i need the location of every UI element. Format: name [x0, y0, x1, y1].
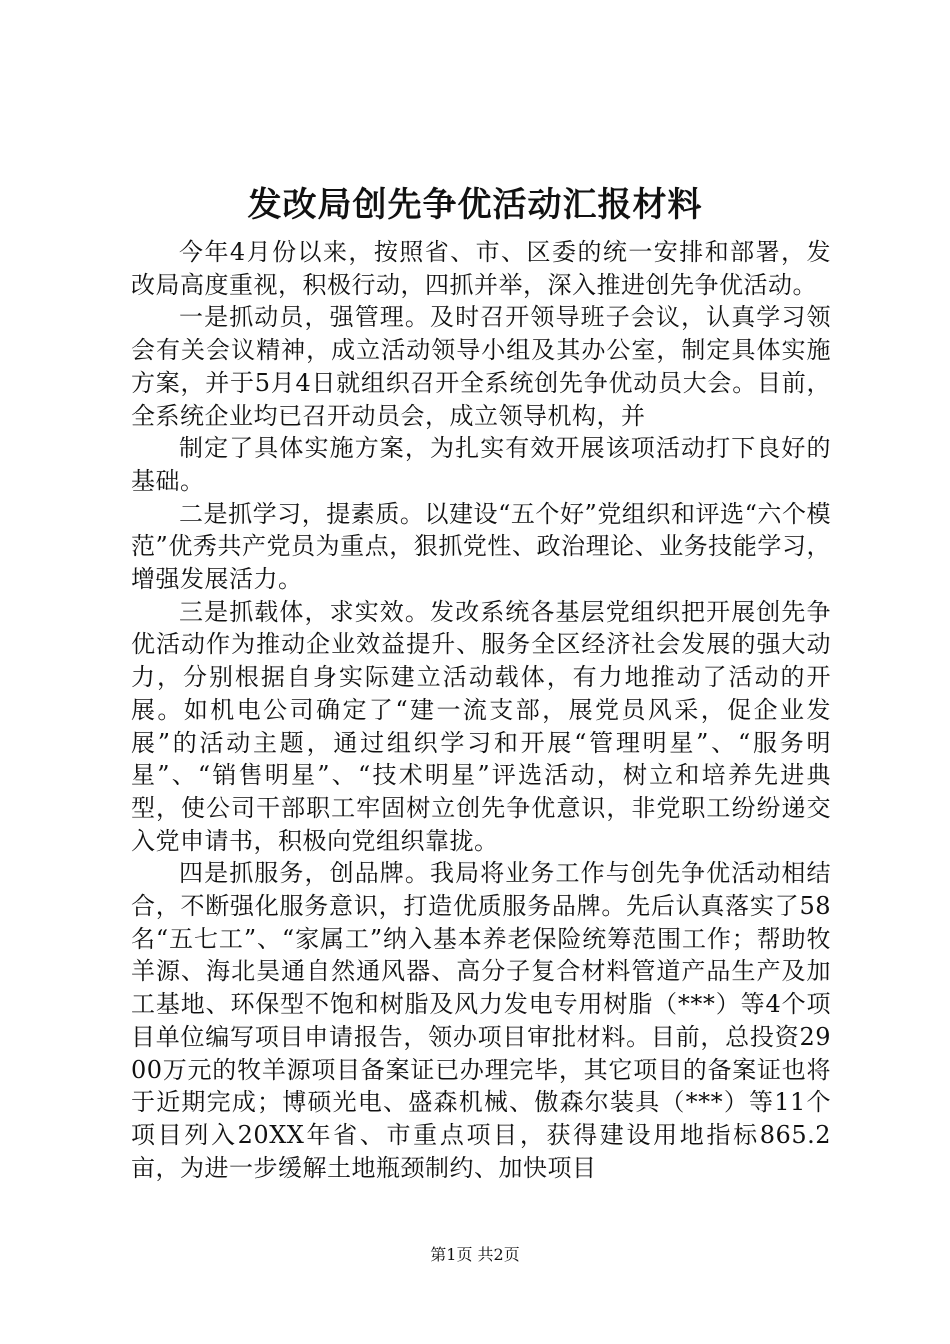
document-body [131, 236, 831, 1184]
paragraph-study: 二是抓学习，提素质。以建设“五个好”党组织和评选“六个模范”优秀共产党员为重点，狠抓党性、政治理论、业务技能学习，增强发展活力。 [131, 499, 831, 594]
paragraph-service: 四是抓服务，创品牌。我局将业务工作与创先争优活动相结合，不断强化服务意识，打造优质服务品牌。先后认真落实了58名“五七工”、“家属工”纳入基本养老保险统筹范围工作；帮助牧羊源、海北昊通自然通风器、高分子复合材料管道产品生产及加工基地、环保型不饱和树脂及风力发电专用树脂（***）等4个项目单位编写项目申请报告，领办项目审批材料。目前，总投资2900万元的牧羊源项目备案证已办理完毕，其它项目的备案证也将于近期完成；博硕光电、盛森机械、傲森尔装具（***）等11个项目列入20XX年省、市重点项目，获得建设用地指标865.2亩，为进一步缓解土地瓶颈制约、加快项目 [131, 859, 831, 1182]
page-number-footer: 第1页 共2页 [430, 1245, 520, 1264]
paragraph-carrier: 三是抓载体，求实效。发改系统各基层党组织把开展创先争优活动作为推动企业效益提升、服务全区经济社会发展的强大动力，分别根据自身实际建立活动载体，有力地推动了活动的开展。如机电公司确定了“建一流支部，展党员风采，促企业发展”的活动主题，通过组织学习和开展“管理明星”、“服务明星”、“销售明星”、“技术明星”评选活动，树立和培养先进典型，使公司干部职工牢固树立创先争优意识，非党职工纷纷递交入党申请书，积极向党组织靠拢。 [131, 597, 831, 855]
document-title: 发改局创先争优活动汇报材料 [247, 185, 703, 225]
paragraph-intro: 今年4月份以来，按照省、市、区委的统一安排和部署，发改局高度重视，积极行动，四抓并举，深入推进创先争优活动。 [131, 238, 831, 299]
paragraph-mobilization: 一是抓动员，强管理。及时召开领导班子会议，认真学习领会有关会议精神，成立活动领导小组及其办公室，制定具体实施方案，并于5月4日就组织召开全系统创先争优动员大会。目前，全系统企业均已召开动员会，成立领导机构，并 [131, 303, 831, 430]
paragraph-mobilization-continued: 制定了具体实施方案，为扎实有效开展该项活动打下良好的基础。 [131, 434, 831, 495]
